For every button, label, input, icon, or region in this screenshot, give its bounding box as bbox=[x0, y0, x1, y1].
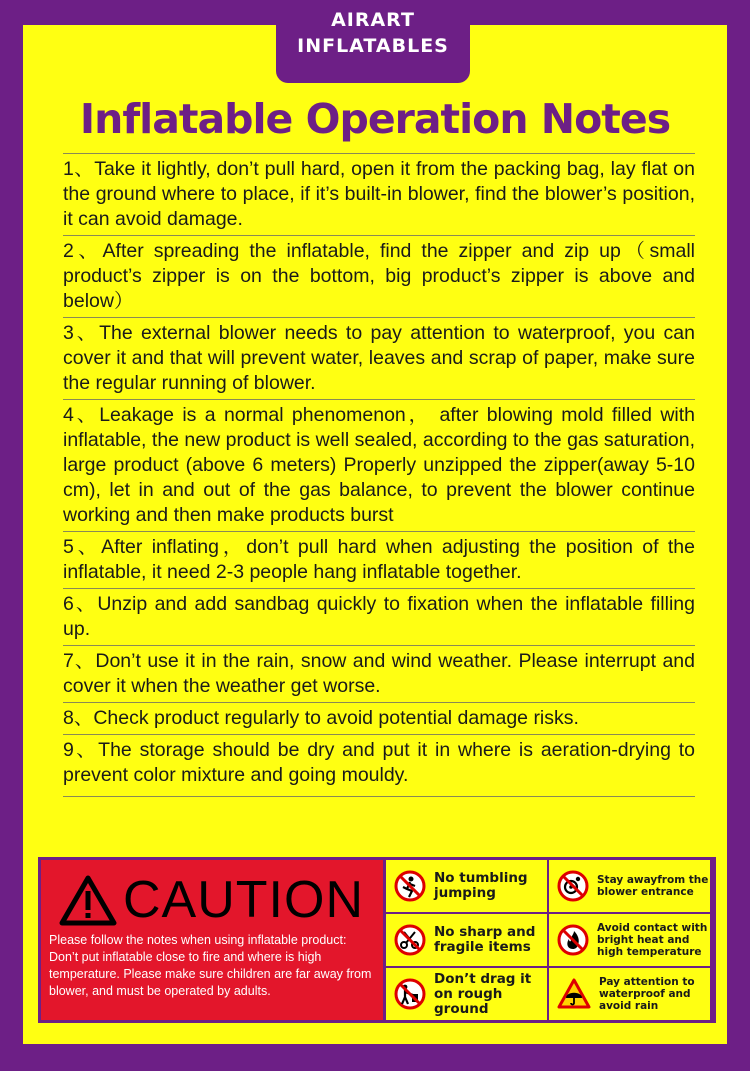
warning-cell bbox=[386, 914, 547, 966]
note-item: 3、The external blower needs to pay attention to waterproof, you can cover it and that will prevent water, leaves and scrap of paper, make sure the regular running of blower. bbox=[63, 317, 695, 399]
warning-cell bbox=[549, 968, 710, 1020]
note-item: 8、Check product regularly to avoid potential damage risks. bbox=[63, 702, 695, 734]
umbrella-warning-icon bbox=[557, 978, 591, 1010]
warning-panel bbox=[38, 857, 716, 1023]
brand-line-2: INFLATABLES bbox=[297, 35, 449, 57]
caution-text: Please follow the notes when using inflatable product: Don’t put inflatable close to fire and where is high temperature. Please make sure children are far away from blower, and must be operated by adults. bbox=[49, 933, 372, 998]
poster-panel bbox=[20, 9, 730, 1047]
no-dragging-icon bbox=[394, 978, 426, 1010]
caution-heading-row bbox=[59, 870, 364, 930]
warning-cell bbox=[386, 968, 547, 1020]
no-sharp-items-icon bbox=[394, 924, 426, 956]
caution-box bbox=[41, 860, 383, 1020]
warning-cell bbox=[386, 860, 547, 912]
note-item: 9、The storage should be dry and put it in where is aeration-drying to prevent color mixture and going mouldy. bbox=[63, 734, 695, 797]
no-tumbling-icon bbox=[394, 870, 426, 902]
no-fire-icon bbox=[557, 924, 589, 956]
warning-cell bbox=[549, 914, 710, 966]
warning-cell bbox=[549, 860, 710, 912]
note-item: 4、Leakage is a normal phenomenon， after blowing mold filled with inflatable, the new product is well sealed, according to the gas saturation, large product (above 6 meters) Properly unzipped the zipper(away 5-10 cm), let in and out of the gas balance, to prevent the blower continue working and then make products burst bbox=[63, 399, 695, 531]
no-blower-icon bbox=[557, 870, 589, 902]
brand-line-1: AIRART bbox=[331, 9, 415, 31]
note-item: 6、Unzip and add sandbag quickly to fixation when the inflatable filling up. bbox=[63, 588, 695, 645]
warning-label: Pay attention to waterproof and avoid rain bbox=[599, 976, 695, 1012]
note-item: 2、After spreading the inflatable, find the zipper and zip up（small product’s zipper is on the bottom, big product’s zipper is above and below） bbox=[63, 235, 695, 317]
warning-label: Avoid contact with bright heat and high temperature bbox=[597, 922, 708, 958]
warning-label: No sharp and fragile items bbox=[434, 924, 536, 955]
note-item: 1、Take it lightly, don’t pull hard, open it from the packing bag, lay flat on the ground where to place, if it’s built-in blower, find the blower’s position, it can avoid damage. bbox=[63, 153, 695, 235]
warning-triangle-icon bbox=[59, 874, 117, 926]
note-item: 5、After inflating，don’t pull hard when adjusting the position of the inflatable, it need 2-3 people hang inflatable together. bbox=[63, 531, 695, 588]
note-item: 7、Don’t use it in the rain, snow and wind weather. Please interrupt and cover it when the weather get worse. bbox=[63, 645, 695, 702]
warning-label: Don’t drag it on rough ground bbox=[434, 970, 532, 1017]
warning-label: No tumbling jumping bbox=[434, 870, 528, 901]
notes-list bbox=[63, 153, 695, 797]
brand-tab bbox=[276, 3, 470, 83]
page-title: Inflatable Operation Notes bbox=[79, 95, 671, 143]
warning-label: Stay awayfrom the blower entrance bbox=[597, 874, 709, 898]
warning-icon-grid bbox=[386, 860, 710, 1020]
caution-heading: CAUTION bbox=[123, 871, 364, 929]
